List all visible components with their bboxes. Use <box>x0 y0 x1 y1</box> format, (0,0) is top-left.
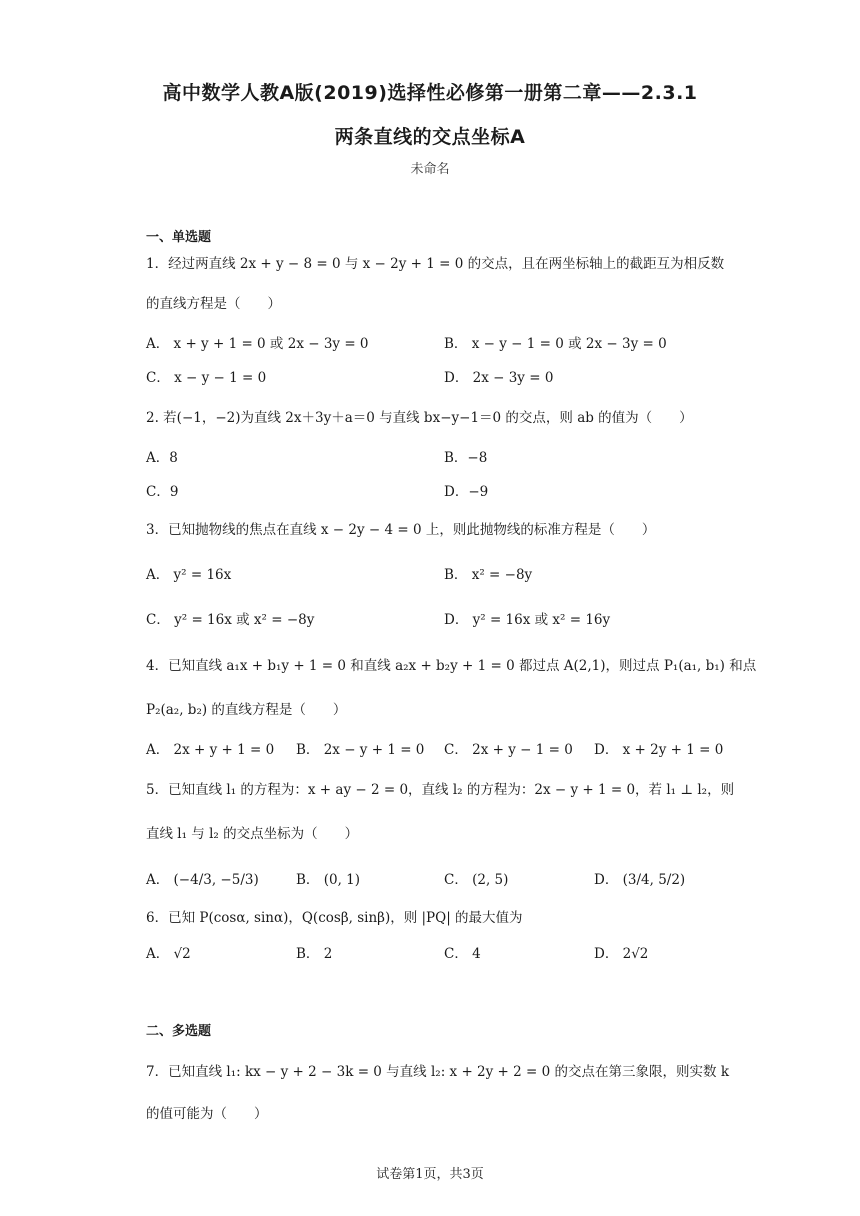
question-6-option-a: A． √2 <box>146 946 191 962</box>
question-6-option-b: B． 2 <box>296 946 333 962</box>
question-3-option-b: B． x² = −8y <box>444 567 533 583</box>
question-3-option-c: C． y² = 16x 或 x² = −8y <box>146 612 315 628</box>
question-4-option-c: C． 2x + y − 1 = 0 <box>444 742 573 758</box>
page-title-line1: 高中数学人教A版(2019)选择性必修第一册第二章——2.3.1 <box>162 82 698 104</box>
question-3-text: 3．已知抛物线的焦点在直线 x − 2y − 4 = 0 上，则此抛物线的标准方程是（ ） <box>146 522 656 538</box>
question-4-text: 4．已知直线 a₁x + b₁y + 1 = 0 和直线 a₂x + b₂y + 1 = 0 都过点 A(2,1)，则过点 P₁(a₁, b₁) 和点 <box>146 658 757 674</box>
question-4-option-b: B． 2x − y + 1 = 0 <box>296 742 425 758</box>
section-single-choice: 一、单选题 <box>146 230 212 245</box>
question-3-option-d: D． y² = 16x 或 x² = 16y <box>444 612 611 628</box>
question-6-option-d: D． 2√2 <box>594 946 649 962</box>
question-2-option-d: D．−9 <box>444 484 489 500</box>
question-1-option-a: A． x + y + 1 = 0 或 2x − 3y = 0 <box>146 336 369 352</box>
question-1-option-b: B． x − y − 1 = 0 或 2x − 3y = 0 <box>444 336 667 352</box>
question-5-option-a: A． (−4/3, −5/3) <box>146 872 259 888</box>
question-1-text-cont: 的直线方程是（ ） <box>146 296 281 312</box>
question-2-text: 2. 若(−1，−2)为直线 2x＋3y＋a＝0 与直线 bx−y−1＝0 的交点，则 ab 的值为（ ） <box>146 410 693 426</box>
question-1-option-c: C． x − y − 1 = 0 <box>146 370 267 386</box>
question-4-text-cont: P₂(a₂, b₂) 的直线方程是（ ） <box>146 702 347 718</box>
page-title-line2: 两条直线的交点坐标A <box>334 126 526 148</box>
question-2-option-b: B．−8 <box>444 450 488 466</box>
question-2-option-a: A．8 <box>146 450 178 466</box>
question-7-text: 7．已知直线 l₁: kx − y + 2 − 3k = 0 与直线 l₂: x + 2y + 2 = 0 的交点在第三象限，则实数 k <box>146 1064 729 1080</box>
question-6-option-c: C． 4 <box>444 946 481 962</box>
question-6-text: 6．已知 P(cosα, sinα)，Q(cosβ, sinβ)，则 |PQ| 的最大值为 <box>146 910 523 926</box>
question-2-option-c: C．9 <box>146 484 179 500</box>
page-footer: 试卷第1页，共3页 <box>376 1167 484 1182</box>
question-1-option-d: D． 2x − 3y = 0 <box>444 370 554 386</box>
question-5-option-c: C． (2, 5) <box>444 872 509 888</box>
question-7-text-cont: 的值可能为（ ） <box>146 1106 268 1122</box>
question-5-text-cont: 直线 l₁ 与 l₂ 的交点坐标为（ ） <box>146 826 359 842</box>
question-4-option-d: D． x + 2y + 1 = 0 <box>594 742 724 758</box>
question-5-option-d: D． (3/4, 5/2) <box>594 872 686 888</box>
question-5-option-b: B． (0, 1) <box>296 872 361 888</box>
author-label: 未命名 <box>410 162 450 177</box>
question-1-text: 1．经过两直线 2x + y − 8 = 0 与 x − 2y + 1 = 0 的交点，且在两坐标轴上的截距互为相反数 <box>146 256 725 272</box>
question-5-text: 5．已知直线 l₁ 的方程为：x + ay − 2 = 0，直线 l₂ 的方程为：2x − y + 1 = 0，若 l₁ ⊥ l₂，则 <box>146 782 735 798</box>
question-3-option-a: A． y² = 16x <box>146 567 232 583</box>
question-4-option-a: A． 2x + y + 1 = 0 <box>146 742 275 758</box>
section-multiple-choice: 二、多选题 <box>146 1024 212 1039</box>
